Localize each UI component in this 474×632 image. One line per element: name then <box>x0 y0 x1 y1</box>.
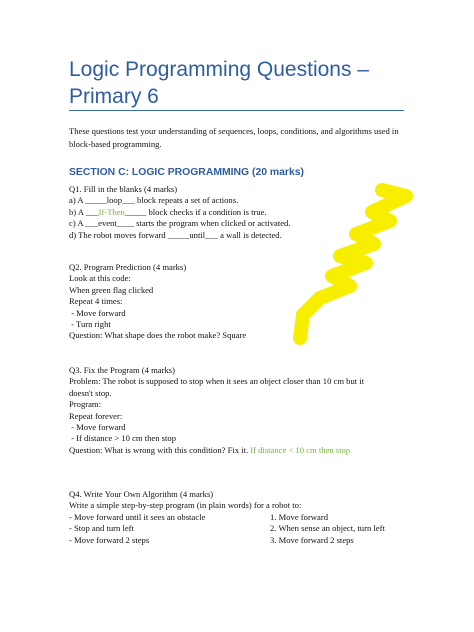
section-title: SECTION C: LOGIC PROGRAMMING (20 marks) <box>69 167 304 178</box>
blank-answer: event <box>98 218 117 229</box>
code-line: - Move forward <box>69 422 126 433</box>
question-4 <box>69 489 385 546</box>
question-1 <box>69 184 290 241</box>
question-text: Question: What is wrong with this condition? Fix it. <box>69 444 251 455</box>
code-line: Look at this code: <box>69 273 131 284</box>
code-line: Repeat 4 times: <box>69 296 123 307</box>
code-line: Repeat forever: <box>69 410 123 421</box>
blank-prefix: b) A ___ <box>69 206 99 217</box>
problem-line: Problem: The robot is supposed to stop when it sees an object closer than 10 cm but it <box>69 376 365 387</box>
code-line: When green flag clicked <box>69 284 154 295</box>
blank-prefix: a) A _____ <box>69 195 107 206</box>
blank-suffix: ___ block repeats a set of actions. <box>122 195 239 206</box>
answer-text-green: If distance < 10 cm then stop <box>250 444 351 455</box>
blank-prefix: d) The robot moves forward _____ <box>69 229 190 240</box>
question-3 <box>69 365 364 456</box>
title-divider <box>69 110 404 111</box>
question-2-answer: Question: What shape does the robot make? Square <box>69 330 247 341</box>
question-3-question <box>69 445 364 456</box>
question-1-line-d <box>69 230 290 241</box>
blank-suffix: _____ block checks if a condition is true. <box>124 206 267 217</box>
question-4-heading: Q4. Write Your Own Algorithm (4 marks) <box>69 489 214 499</box>
blank-answer-green: If-Then <box>98 206 125 217</box>
intro-paragraph: These questions test your understanding of sequences, loops, conditions, and algorithms used in block-based programming. <box>69 126 399 149</box>
question-4-prompt: Write a simple step-by-step program (in plain words) for a robot to: <box>69 500 302 511</box>
algorithm-row <box>69 523 385 534</box>
page-title: Logic Programming Questions – Primary 6 <box>69 58 369 108</box>
requirement-item: - Move forward until it sees an obstacle <box>69 511 206 522</box>
answer-step: 3. Move forward 2 steps <box>270 534 354 545</box>
question-1-line-a <box>69 195 290 206</box>
blank-prefix: c) A ___ <box>69 218 99 229</box>
code-line: - Turn right <box>69 319 111 330</box>
question-2 <box>69 262 246 342</box>
question-1-heading: Q1. Fill in the blanks (4 marks) <box>69 184 178 194</box>
question-2-heading: Q2. Program Prediction (4 marks) <box>69 262 187 272</box>
blank-answer: loop <box>106 195 122 206</box>
question-1-line-b <box>69 207 290 218</box>
blank-suffix: ___ a wall is detected. <box>205 229 282 240</box>
problem-line: doesn't stop. <box>69 387 112 398</box>
algorithm-row <box>69 534 354 546</box>
requirement-item: - Move forward 2 steps <box>69 534 150 545</box>
algorithm-row <box>69 511 328 523</box>
highlighter-stroke <box>300 190 406 338</box>
blank-answer: until <box>189 229 206 240</box>
answer-step: 2. When sense an object, turn left <box>270 523 385 534</box>
code-line: - If distance > 10 cm then stop <box>69 433 176 444</box>
code-line: - Move forward <box>69 307 126 318</box>
question-3-heading: Q3. Fix the Program (4 marks) <box>69 365 175 375</box>
requirement-item: - Stop and turn left <box>69 523 134 534</box>
code-line: Program: <box>69 399 101 410</box>
answer-step: 1. Move forward <box>270 511 328 522</box>
blank-suffix: ____ starts the program when clicked or activated. <box>116 218 291 229</box>
question-1-line-c <box>69 218 290 229</box>
